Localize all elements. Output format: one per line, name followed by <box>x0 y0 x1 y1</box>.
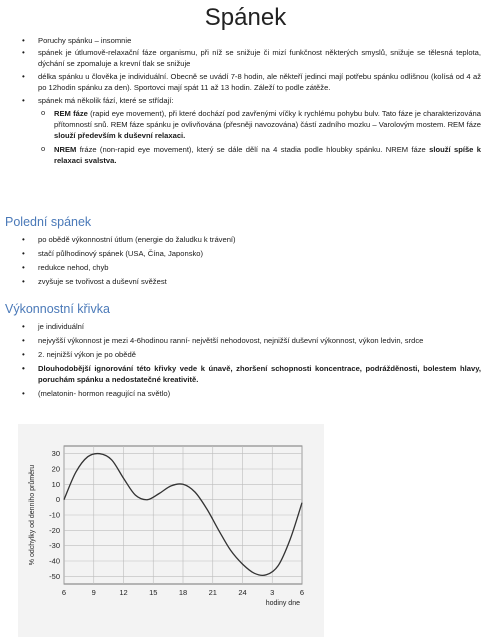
chart-svg <box>18 424 324 637</box>
section2-list <box>0 321 491 399</box>
list-item: • redukce nehod, chyb <box>0 262 491 273</box>
phase-bold-end: slouží spíše k relaxaci svalstva. <box>54 145 481 165</box>
list-item: • nejvyšší výkonnost je mezi 4-6hodinou ranní- největší nehodovost, nejnižší duševní výkonnost, výkon ledvin, srdce <box>0 335 491 346</box>
list-item: • zvyšuje se tvořivost a duševní svěžest <box>0 276 491 287</box>
list-item: • délka spánku u člověka je individuální. Obecně se uvádí 7-8 hodin, ale někteří jedinci mají potřebu spánku odlišnou (kolísá od 4 až po 12hodin spánku za den). Sportovci mají spát 11 až 13 hodin. Záleží to podle zátěže. <box>0 71 491 93</box>
phase-nrem <box>0 144 491 166</box>
list-item: • Dlouhodobější ignorování této křivky vede k únavě, zhoršení schopnosti koncentrace, podrážděnosti, bolestem hlavy, poruchám spánku a nedostatečné kreativitě. <box>0 363 491 385</box>
y-tick-label: -50 <box>49 571 60 581</box>
list-item: • Poruchy spánku – insomnie <box>0 35 491 46</box>
phase-text: (rapid eye movement), při které dochází pod zavřenými víčky k rychlému pohybu bulv. Tato fáze je charakterizována přítomností snů. REM fáze spánku je ovlivňována (přesněji navozována) částí zadního mozku – Varolovým mostem. REM fáze <box>54 109 481 129</box>
y-axis-label: % odchylky od denního průměru <box>29 464 36 566</box>
x-tick-label: 6 <box>61 588 67 597</box>
list-item: • (melatonin- hormon reagující na světlo) <box>0 388 491 399</box>
x-axis-label: hodiny dne <box>265 600 300 607</box>
x-tick-label: 18 <box>178 588 188 597</box>
x-tick-label: 12 <box>119 588 128 597</box>
list-item: • po obědě výkonnostní útlum (energie do žaludku k trávení) <box>0 234 491 245</box>
x-tick-label: 15 <box>149 588 158 597</box>
x-tick-label: 3 <box>270 588 275 597</box>
section-heading-výkonnostní-křivka: Výkonnostní křivka <box>5 302 110 316</box>
y-tick-label: 0 <box>55 495 60 505</box>
list-item: • 2. nejnižší výkon je po obědě <box>0 349 491 360</box>
list-item: • spánek je útlumově-relaxační fáze organismu, při níž se snižuje či mizí funkčnost některých smyslů, snižuje se tělesná teplota, dýchání se zpomaluje a krevní tlak se snižuje <box>0 47 491 69</box>
section1-list <box>0 234 491 287</box>
y-tick-label: -30 <box>49 541 60 551</box>
phase-name: REM fáze <box>54 109 88 118</box>
y-tick-label: 10 <box>51 479 60 489</box>
x-tick-label: 9 <box>91 588 96 597</box>
y-tick-label: -10 <box>49 510 60 520</box>
x-tick-label: 24 <box>238 588 247 597</box>
phase-text: fráze (non-rapid eye movement), který se dále dělí na 4 stadia podle hloubky spánku. NREM fáze <box>76 145 430 154</box>
list-item: • stačí půlhodinový spánek (USA, Čína, Japonsko) <box>0 248 491 259</box>
y-tick-label: 30 <box>51 449 60 459</box>
phase-rem <box>0 108 491 141</box>
intro-list <box>0 35 491 166</box>
performance-curve-chart <box>18 424 324 637</box>
y-tick-label: 20 <box>51 464 60 474</box>
y-tick-label: -40 <box>49 556 60 566</box>
section-heading-polední-spánek: Polední spánek <box>5 215 92 229</box>
page-title: Spánek <box>204 4 287 31</box>
x-tick-label: 6 <box>299 588 305 597</box>
x-tick-label: 21 <box>208 588 217 597</box>
list-item: • spánek má několik fází, které se střídají: <box>0 95 491 106</box>
phase-bold-end: slouží především k duševní relaxaci. <box>54 131 186 140</box>
list-item: • je individuální <box>0 321 491 332</box>
y-tick-label: -20 <box>49 525 60 535</box>
phase-name: NREM <box>54 145 77 154</box>
